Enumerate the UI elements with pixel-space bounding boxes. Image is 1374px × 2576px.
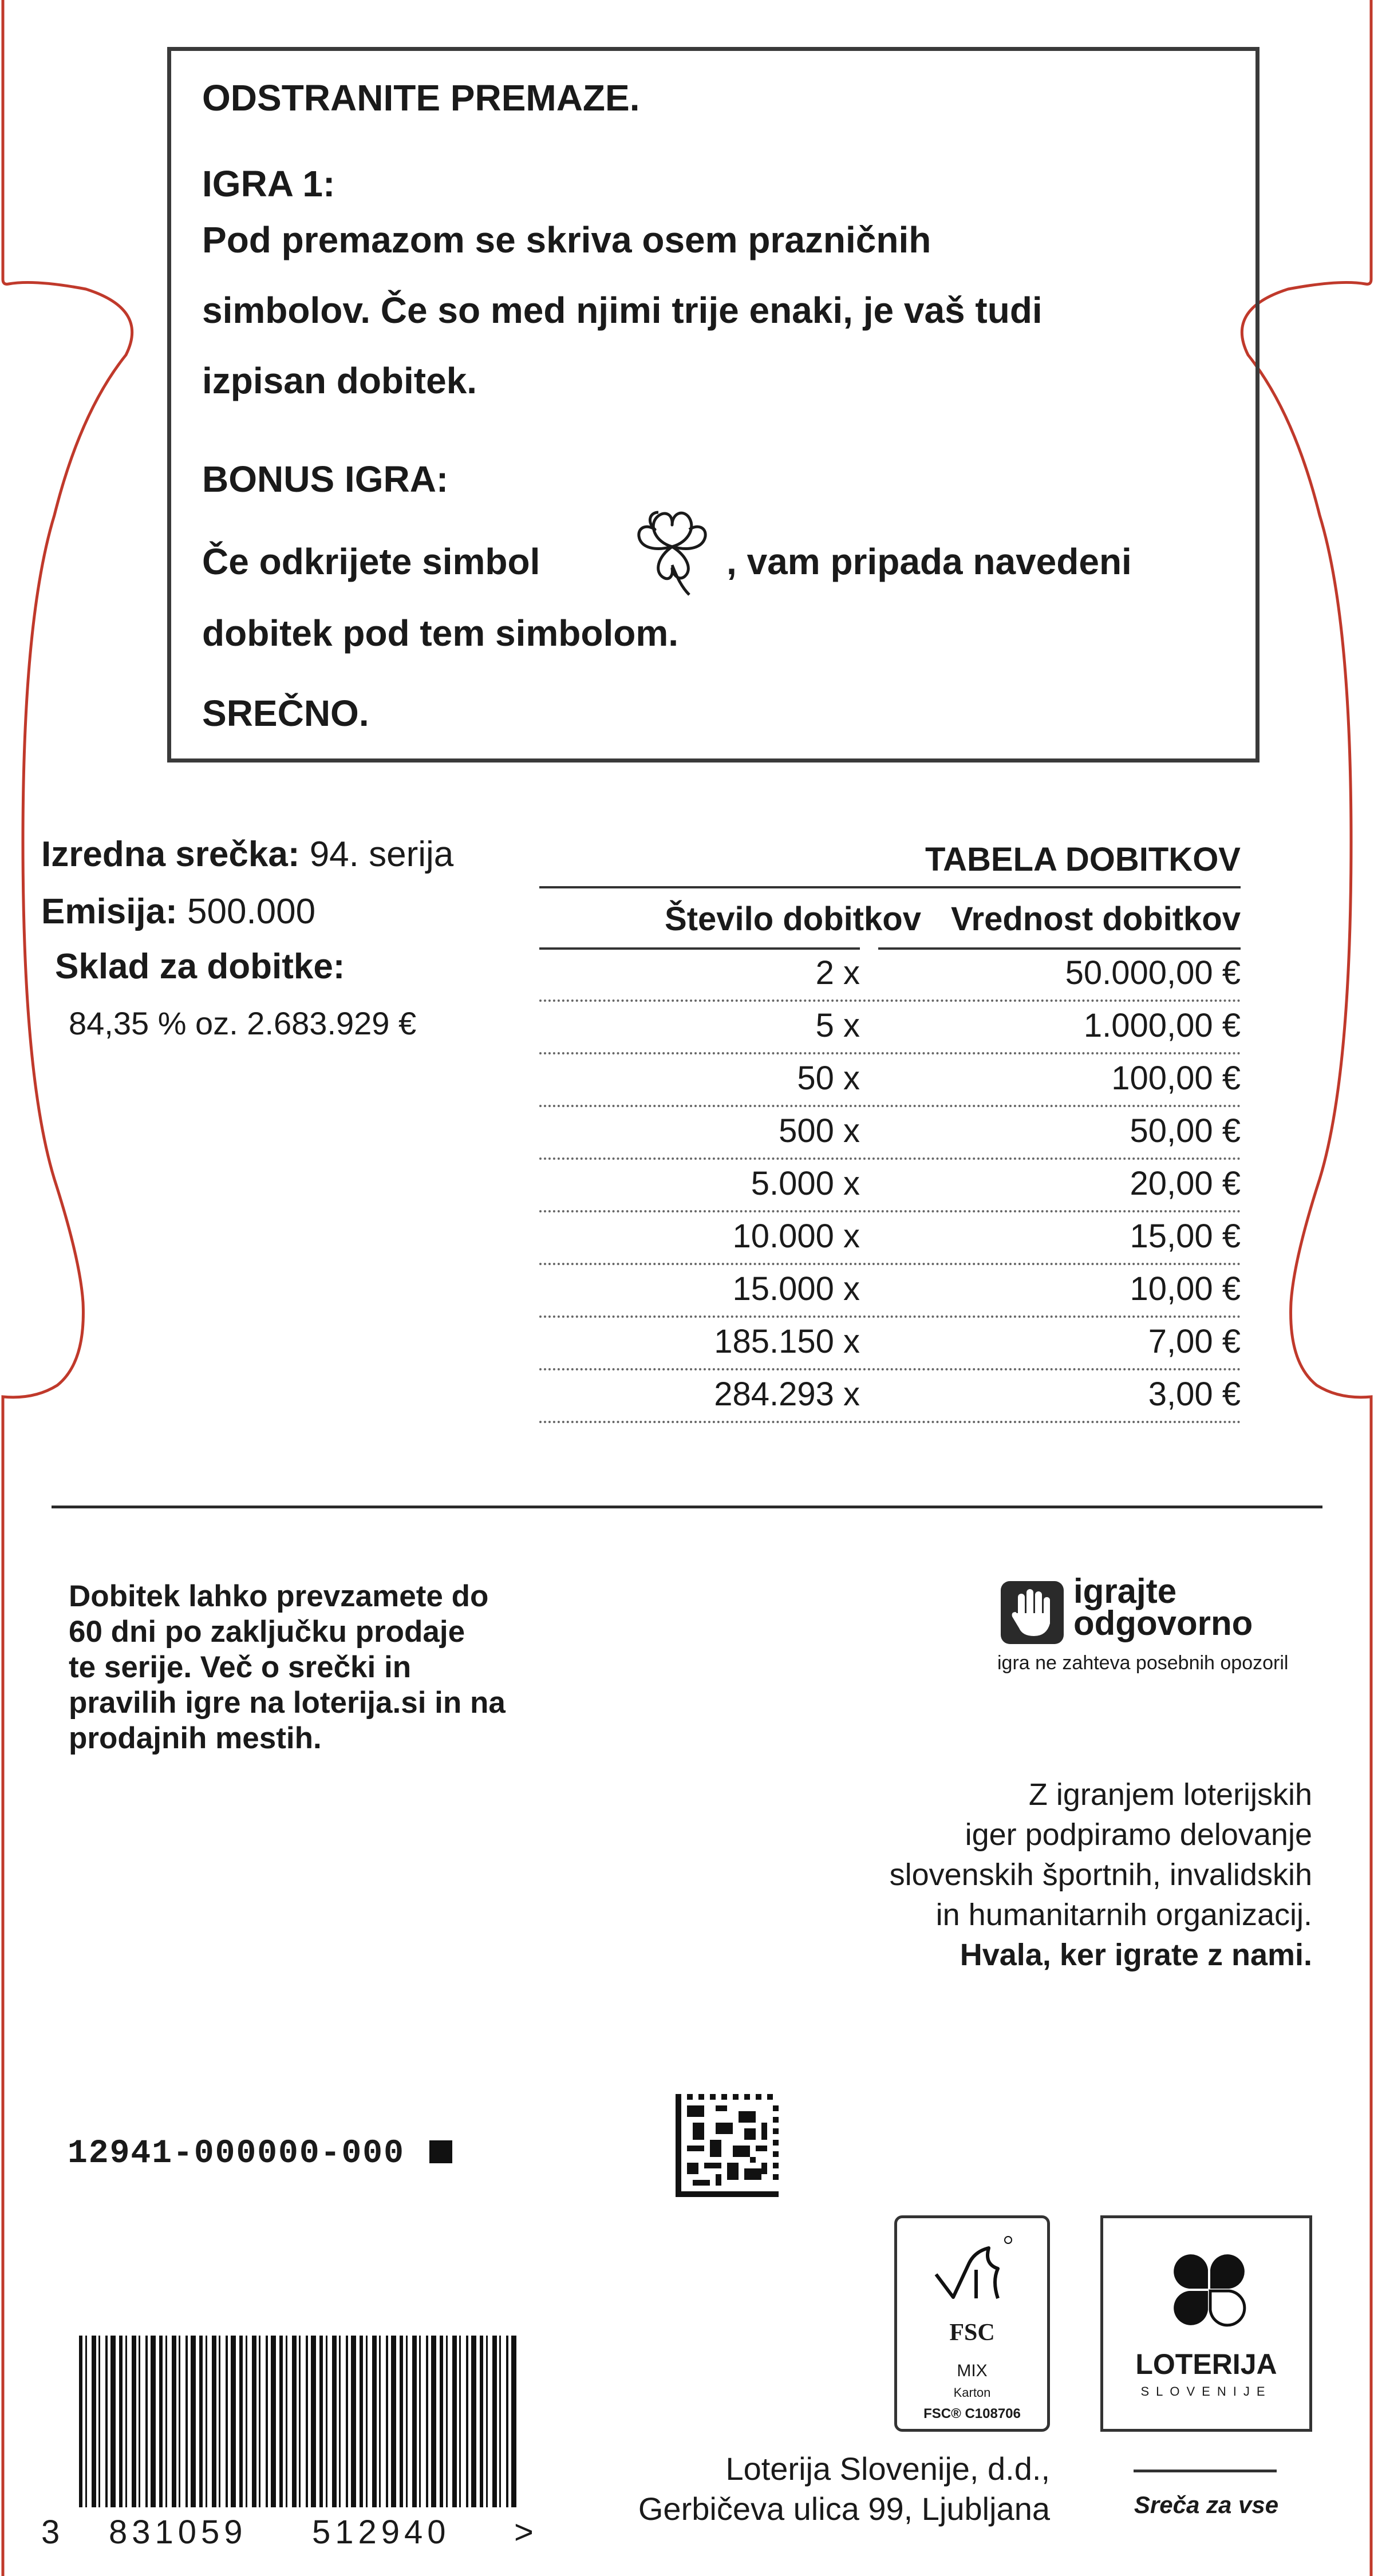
row-divider [539, 1105, 1241, 1107]
game1-line: Pod premazom se skriva osem prazničnih [202, 219, 931, 260]
row-divider [539, 1368, 1241, 1370]
loterija-sub: SLOVENIJE [1140, 2384, 1272, 2399]
support-text: Z igranjem loterijskih iger podpiramo delovanje slovenskih športnih, invalidskih in humanitarnih organizacij. Hvala, ker igrate z nami. [682, 1775, 1312, 1975]
table-row: 5 x [815, 1007, 860, 1044]
fsc-text: FSC [949, 2320, 995, 2346]
loterija-logo [1100, 2215, 1312, 2432]
series-label: Izredna srečka: [41, 835, 300, 874]
emission-label: Emisija: [41, 892, 177, 931]
barcode-group-2: 512940 [312, 2514, 451, 2551]
claim-info: Dobitek lahko prevzamete do 60 dni po zaključku prodaje te serije. Več o srečki in pravilih igre na loterija.si in na prodajnih mestih. [69, 1579, 506, 1755]
row-divider [539, 1421, 1241, 1423]
fsc-tree-icon [929, 2234, 1015, 2320]
fsc-material: Karton [953, 2385, 991, 2400]
game1-title: IGRA 1: [202, 163, 335, 204]
table-row: 15,00 € [1130, 1218, 1241, 1255]
game1-line: izpisan dobitek. [202, 360, 477, 401]
column-header-value: Vrednost dobitkov [951, 900, 1241, 938]
table-title: TABELA DOBITKOV [925, 841, 1241, 878]
bonus-line-end: , vam pripada navedeni [727, 541, 1132, 582]
slogan-rule [1134, 2470, 1277, 2472]
slogan: Sreča za vse [1134, 2491, 1279, 2518]
series-info [41, 837, 453, 872]
fund-label: Sklad za dobitke: [55, 947, 345, 986]
section-divider [52, 1506, 1322, 1508]
emission-info [41, 894, 315, 930]
row-divider [539, 1157, 1241, 1160]
table-row: 15.000 x [732, 1270, 860, 1307]
table-row: 100,00 € [1111, 1060, 1241, 1097]
table-row: 284.293 x [714, 1376, 860, 1413]
table-row: 10.000 x [732, 1218, 860, 1255]
barcode-first-digit: 3 [41, 2514, 65, 2551]
barcode-group-1: 831059 [109, 2514, 247, 2551]
company-address: Loterija Slovenije, d.d., Gerbičeva ulica 99, Ljubljana [638, 2451, 1050, 2527]
table-row: 5.000 x [751, 1165, 860, 1202]
clover-icon [632, 502, 712, 599]
table-rule [539, 886, 1241, 888]
fsc-code: FSC® C108706 [923, 2406, 1021, 2421]
fsc-mix: MIX [957, 2361, 988, 2380]
table-row: 500 x [779, 1112, 860, 1149]
table-row: 1.000,00 € [1083, 1007, 1241, 1044]
table-row: 3,00 € [1148, 1376, 1241, 1413]
table-row: 50.000,00 € [1065, 954, 1241, 991]
instructions-box [167, 47, 1260, 762]
fsc-label [894, 2215, 1050, 2432]
row-divider [539, 1315, 1241, 1318]
responsible-logo-text: igrajte odgovorno [1073, 1572, 1253, 1642]
table-row: 2 x [815, 954, 860, 991]
prize-table [539, 827, 1241, 1433]
bonus-title: BONUS IGRA: [202, 459, 449, 500]
column-header-count: Število dobitkov [665, 900, 921, 938]
emission-value: 500.000 [187, 892, 316, 931]
thanks-text: Hvala, ker igrate z nami. [960, 1938, 1312, 1972]
table-rule [539, 947, 860, 950]
loterija-clover-logo [1172, 2253, 1246, 2327]
table-row: 50,00 € [1130, 1112, 1241, 1149]
bonus-line2: dobitek pod tem simbolom. [202, 613, 679, 654]
table-row: 20,00 € [1130, 1165, 1241, 1202]
responsible-note: igra ne zahteva posebnih opozoril [997, 1652, 1289, 1674]
qr-code [676, 2094, 779, 2197]
table-row: 50 x [797, 1060, 860, 1097]
closing-text: SREČNO. [202, 693, 369, 734]
loterija-name: LOTERIJA [1135, 2348, 1277, 2380]
row-divider [539, 999, 1241, 1002]
fund-value: 84,35 % oz. 2.683.929 € [69, 1005, 417, 1041]
game1-line: simbolov. Če so med njimi trije enaki, je vaš tudi [202, 290, 1043, 331]
barcode [79, 2336, 520, 2507]
table-row: 7,00 € [1148, 1323, 1241, 1360]
bonus-line-start: Če odkrijete simbol [202, 541, 540, 582]
barcode-end: > [514, 2514, 538, 2551]
table-row: 10,00 € [1130, 1270, 1241, 1307]
hand-icon [1001, 1581, 1064, 1644]
row-divider [539, 1052, 1241, 1054]
instructions-heading: ODSTRANITE PREMAZE. [202, 77, 640, 118]
table-rule [878, 947, 1241, 950]
row-divider [539, 1210, 1241, 1212]
code-marker [429, 2140, 452, 2163]
table-row: 185.150 x [714, 1323, 860, 1360]
ticket-code: 12941-000000-000 [68, 2135, 452, 2172]
series-value: 94. serija [309, 835, 454, 874]
row-divider [539, 1263, 1241, 1265]
